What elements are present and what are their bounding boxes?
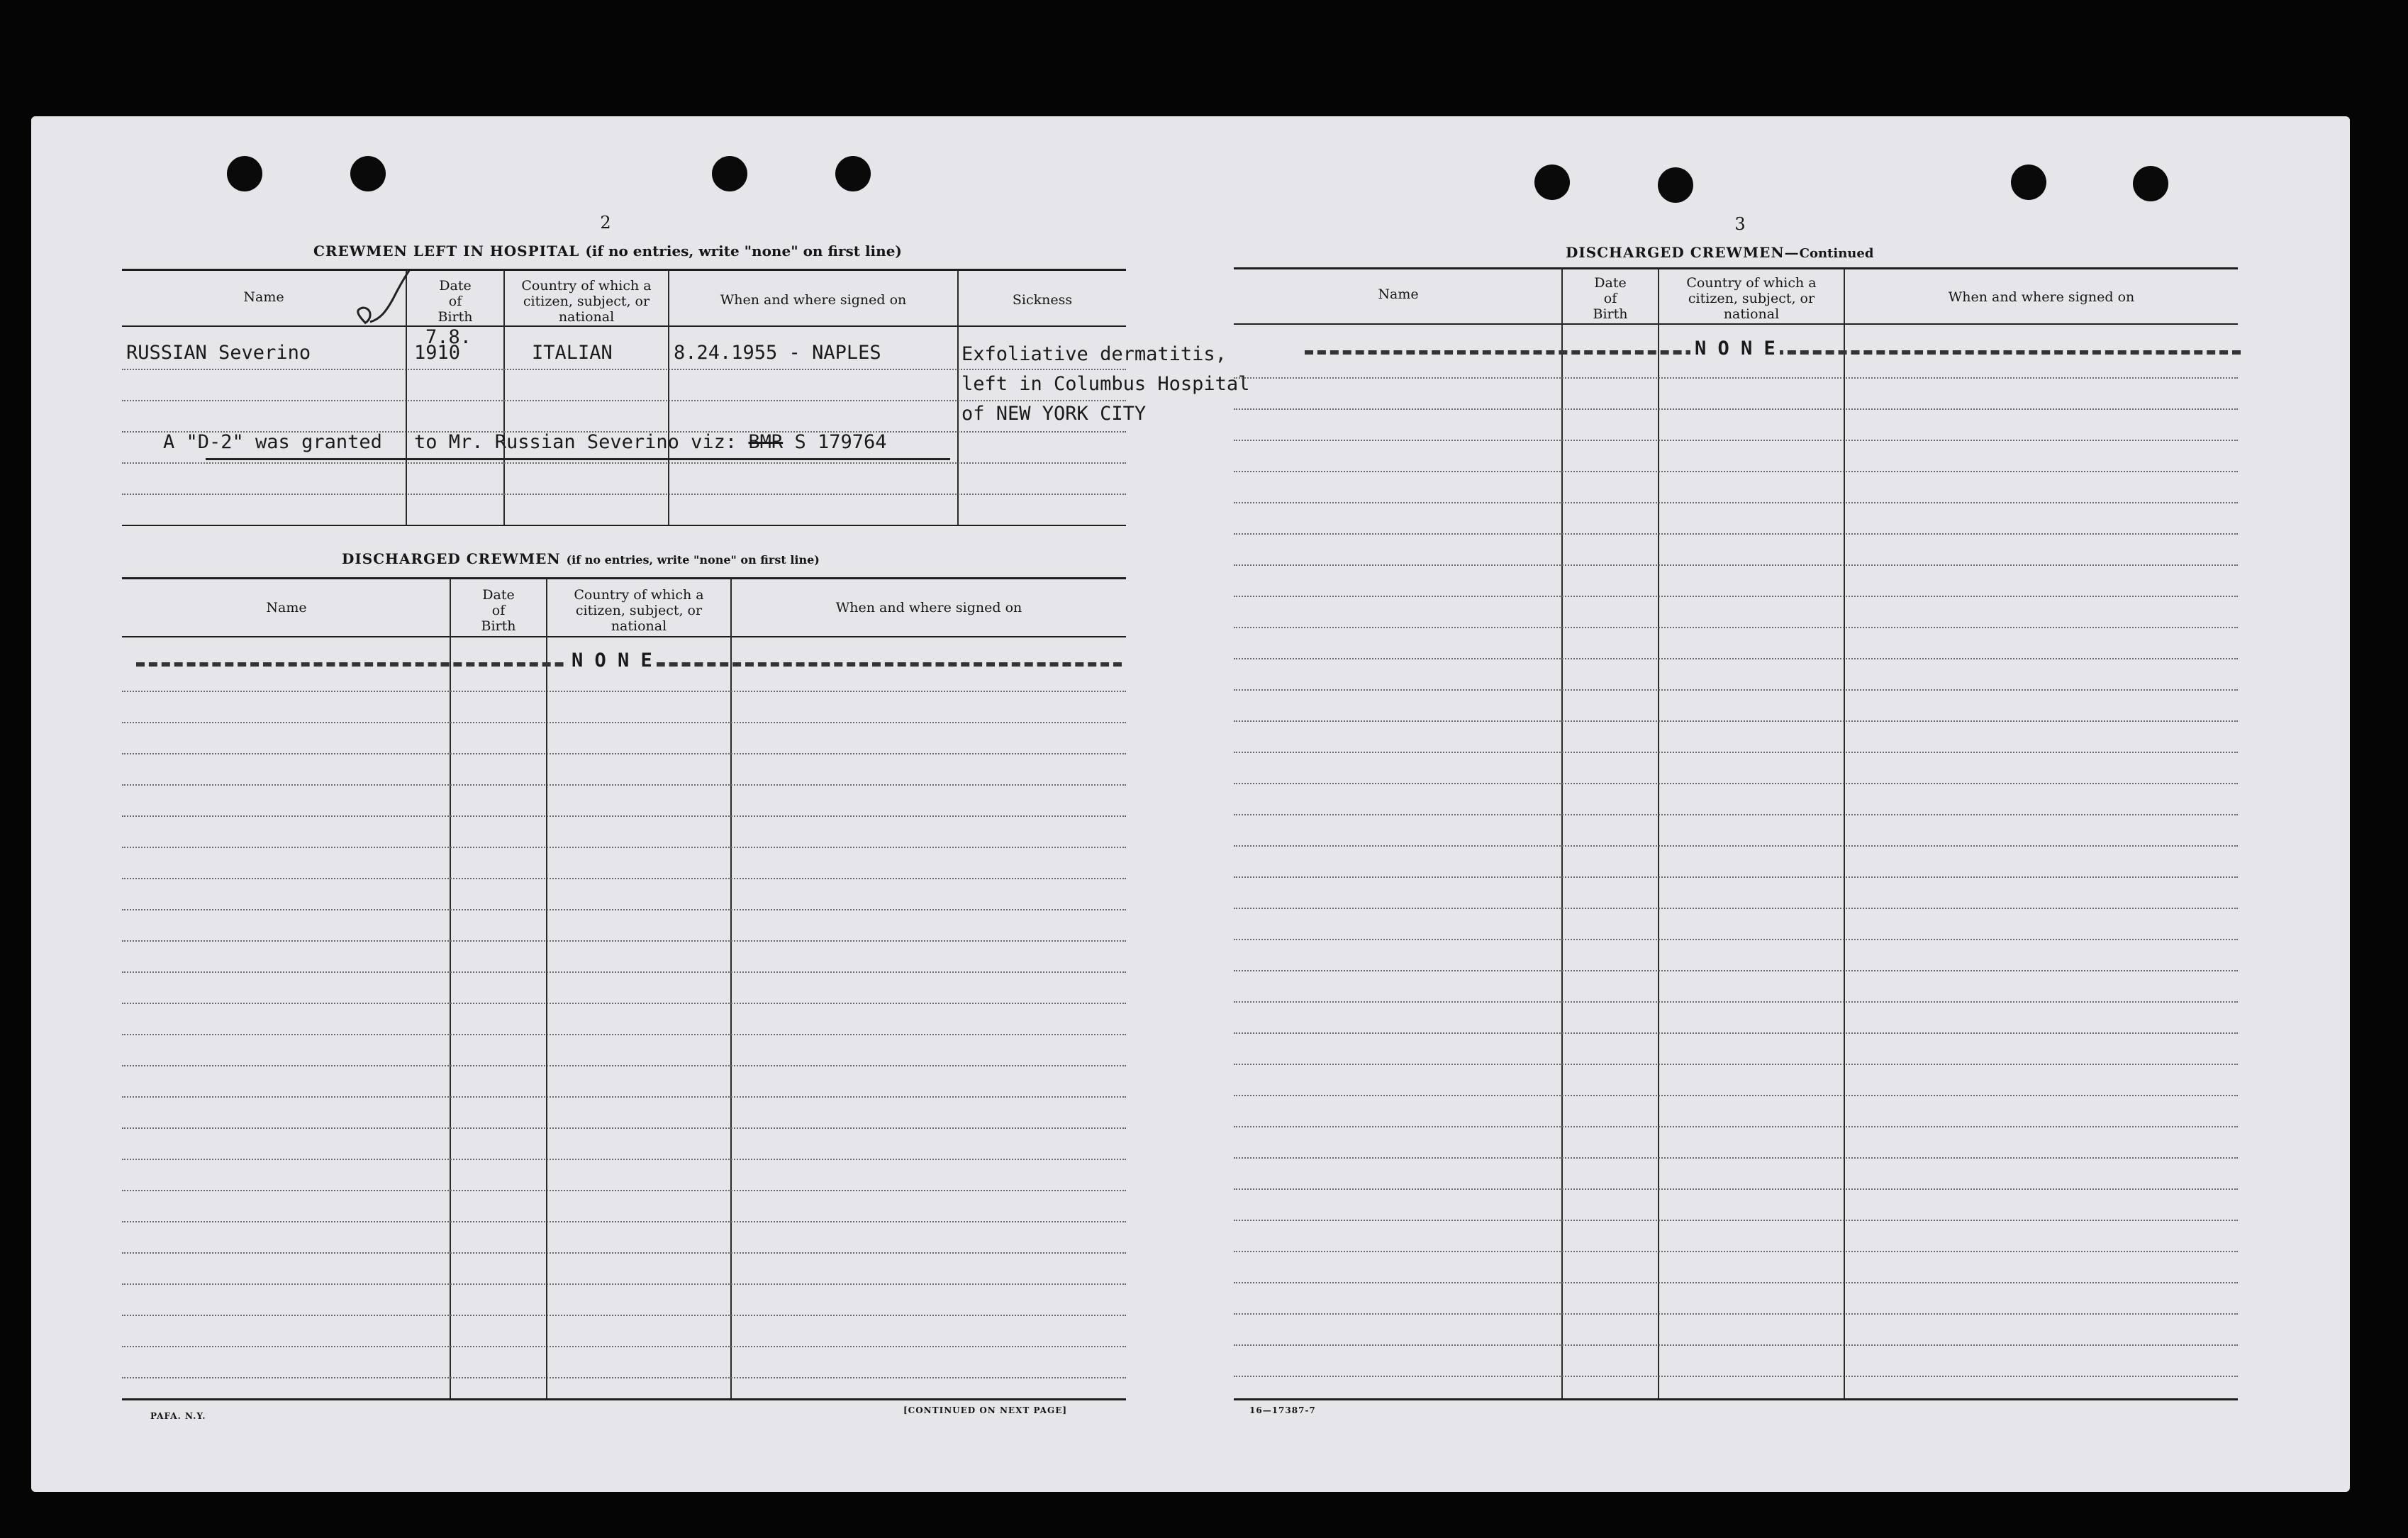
- ruled-line: [1234, 502, 2238, 503]
- ruled-line: [122, 1065, 1126, 1066]
- ruled-line: [122, 462, 1126, 464]
- discharged-col-signed-on: When and where signed on: [835, 600, 1022, 615]
- right-heading-title: DISCHARGED CREWMEN—: [1566, 244, 1800, 261]
- ruled-line: [1234, 1064, 2238, 1065]
- ruled-line: [122, 369, 1126, 370]
- hospital-heading-title: CREWMEN LEFT IN HOSPITAL: [313, 243, 580, 260]
- page-number-left: 2: [600, 213, 611, 233]
- ruled-line: [122, 909, 1126, 910]
- punch-hole: [2133, 166, 2168, 201]
- page-number-right: 3: [1734, 214, 1746, 234]
- ruled-line: [1234, 627, 2238, 628]
- ruled-line: [122, 1190, 1126, 1191]
- right-table-header-rule: [1234, 323, 2238, 325]
- ruled-line: [1234, 1251, 2238, 1252]
- ruled-line: [1234, 440, 2238, 441]
- d2-note-text: to Mr. Russian Severino viz:: [414, 431, 749, 453]
- crew-country: ITALIAN: [532, 342, 613, 364]
- ruled-line: [122, 1283, 1126, 1285]
- hospital-col-divider: [957, 270, 959, 525]
- ruled-line: [1234, 377, 2238, 379]
- ruled-line: [1234, 1001, 2238, 1003]
- ruled-line: [1234, 1220, 2238, 1221]
- punch-hole: [1658, 167, 1693, 203]
- discharged-table-top-rule: [122, 577, 1126, 579]
- ruled-line: [122, 1003, 1126, 1004]
- hospital-table-header-rule: [122, 325, 1126, 327]
- ruled-line: [1234, 845, 2238, 847]
- hospital-col-divider: [668, 270, 669, 525]
- ruled-line: [1234, 1313, 2238, 1315]
- punch-hole: [835, 156, 871, 191]
- hospital-table-top-rule: [122, 269, 1126, 271]
- hospital-table-bottom-rule: [122, 525, 1126, 526]
- crew-sickness-line-2: left in Columbus Hospital: [961, 373, 1250, 395]
- ruled-line: [1234, 471, 2238, 472]
- right-col-divider: [1561, 269, 1563, 1398]
- hospital-col-signed-on: When and where signed on: [720, 292, 907, 308]
- ruled-line: [1234, 814, 2238, 815]
- ruled-line: [122, 847, 1126, 848]
- ruled-line: [1234, 658, 2238, 659]
- ruled-line: [122, 691, 1126, 692]
- hospital-section-heading: [313, 243, 902, 260]
- crew-dob-year: 1910: [414, 342, 461, 364]
- hospital-col-name: Name: [243, 289, 284, 305]
- continued-note: [CONTINUED ON NEXT PAGE]: [903, 1405, 1068, 1415]
- discharged-col-divider: [730, 579, 732, 1398]
- ruled-line: [122, 1252, 1126, 1254]
- discharged-table-header-rule: [122, 636, 1126, 637]
- hospital-col-sickness: Sickness: [1012, 292, 1073, 308]
- crew-signed-on: 8.24.1955 - NAPLES: [674, 342, 881, 364]
- right-page-bottom-rule: [1234, 1398, 2238, 1400]
- d2-note-underline: [206, 458, 950, 460]
- document-sheet: [31, 116, 2350, 1492]
- ruled-line: [1234, 408, 2238, 410]
- punch-hole: [1534, 165, 1570, 200]
- ruled-line: [122, 400, 1126, 401]
- ruled-line: [122, 1221, 1126, 1222]
- left-page-bottom-rule: [122, 1398, 1126, 1400]
- punch-hole: [350, 156, 386, 191]
- d2-note-part-1: A "D-2" was granted: [163, 431, 382, 453]
- crew-dob-day-month: 7.8.: [425, 326, 472, 348]
- punch-hole: [227, 156, 262, 191]
- right-col-divider: [1658, 269, 1659, 1398]
- ruled-line: [122, 1159, 1126, 1160]
- punch-hole: [2011, 165, 2046, 200]
- right-table-top-rule: [1234, 267, 2238, 269]
- ruled-line: [122, 784, 1126, 786]
- ruled-line: [1234, 970, 2238, 971]
- ruled-line: [122, 1346, 1126, 1347]
- ruled-line: [1234, 533, 2238, 535]
- ruled-line: [1234, 720, 2238, 722]
- d2-note-visa-number: S 179764: [783, 431, 887, 453]
- hospital-col-dob: Date of Birth: [437, 278, 473, 325]
- ruled-line: [1234, 1095, 2238, 1096]
- right-col-divider: [1844, 269, 1845, 1398]
- ruled-line: [1234, 1344, 2238, 1346]
- ruled-line: [122, 1127, 1126, 1129]
- ruled-line: [1234, 1282, 2238, 1283]
- ruled-line: [122, 722, 1126, 723]
- right-heading-continued: Continued: [1799, 246, 1874, 261]
- ruled-line: [1234, 908, 2238, 909]
- right-col-country: Country of which a citizen, subject, or national: [1686, 275, 1817, 322]
- crew-sickness-line-1: Exfoliative dermatitis,: [961, 343, 1227, 365]
- ruled-line: [1234, 1032, 2238, 1034]
- right-none-text: N O N E: [1690, 338, 1780, 360]
- ruled-line: [1234, 1157, 2238, 1159]
- ruled-line: [1234, 564, 2238, 566]
- d2-note-part-2: [414, 431, 887, 453]
- discharged-heading-title: DISCHARGED CREWMEN: [342, 550, 561, 567]
- ruled-line: [1234, 596, 2238, 597]
- right-col-dob: Date of Birth: [1593, 275, 1628, 322]
- ruled-line: [122, 878, 1126, 879]
- ruled-line: [122, 494, 1126, 495]
- printer-mark: PAFA. N.Y.: [150, 1411, 206, 1421]
- ruled-line: [122, 1034, 1126, 1035]
- ruled-line: [122, 753, 1126, 754]
- form-number: 16—17387-7: [1249, 1405, 1316, 1415]
- ruled-line: [122, 1096, 1126, 1098]
- ruled-line: [122, 1315, 1126, 1316]
- ruled-line: [1234, 876, 2238, 878]
- ruled-line: [122, 815, 1126, 817]
- discharged-heading-note: (if no entries, write "none" on first line): [566, 553, 820, 567]
- crew-name: RUSSIAN Severino: [126, 342, 311, 364]
- ruled-line: [1234, 689, 2238, 691]
- punch-hole: [712, 156, 747, 191]
- discharged-col-divider: [546, 579, 547, 1398]
- crew-sickness-line-3: of NEW YORK CITY: [961, 403, 1147, 425]
- handwritten-mark: [320, 265, 427, 343]
- discharged-none-text: N O N E: [567, 650, 657, 672]
- discharged-col-country: Country of which a citizen, subject, or national: [574, 587, 704, 634]
- ruled-line: [1234, 1126, 2238, 1127]
- ruled-line: [1234, 1376, 2238, 1377]
- right-section-heading: [1566, 244, 1873, 261]
- discharged-col-dob: Date of Birth: [481, 587, 516, 634]
- discharged-col-divider: [450, 579, 451, 1398]
- ruled-line: [1234, 752, 2238, 753]
- d2-note-struck-text: BMR: [748, 431, 784, 453]
- ruled-line: [122, 1377, 1126, 1378]
- hospital-heading-note: (if no entries, write "none" on first line): [585, 243, 902, 260]
- ruled-line: [122, 940, 1126, 942]
- discharged-section-heading: [342, 550, 820, 567]
- ruled-line: [1234, 939, 2238, 940]
- ruled-line: [1234, 783, 2238, 784]
- hospital-col-country: Country of which a citizen, subject, or national: [521, 278, 652, 325]
- ruled-line: [1234, 1188, 2238, 1190]
- ruled-line: [122, 971, 1126, 973]
- discharged-col-name: Name: [266, 600, 307, 615]
- right-col-signed-on: When and where signed on: [1948, 289, 2135, 305]
- right-col-name: Name: [1378, 286, 1419, 302]
